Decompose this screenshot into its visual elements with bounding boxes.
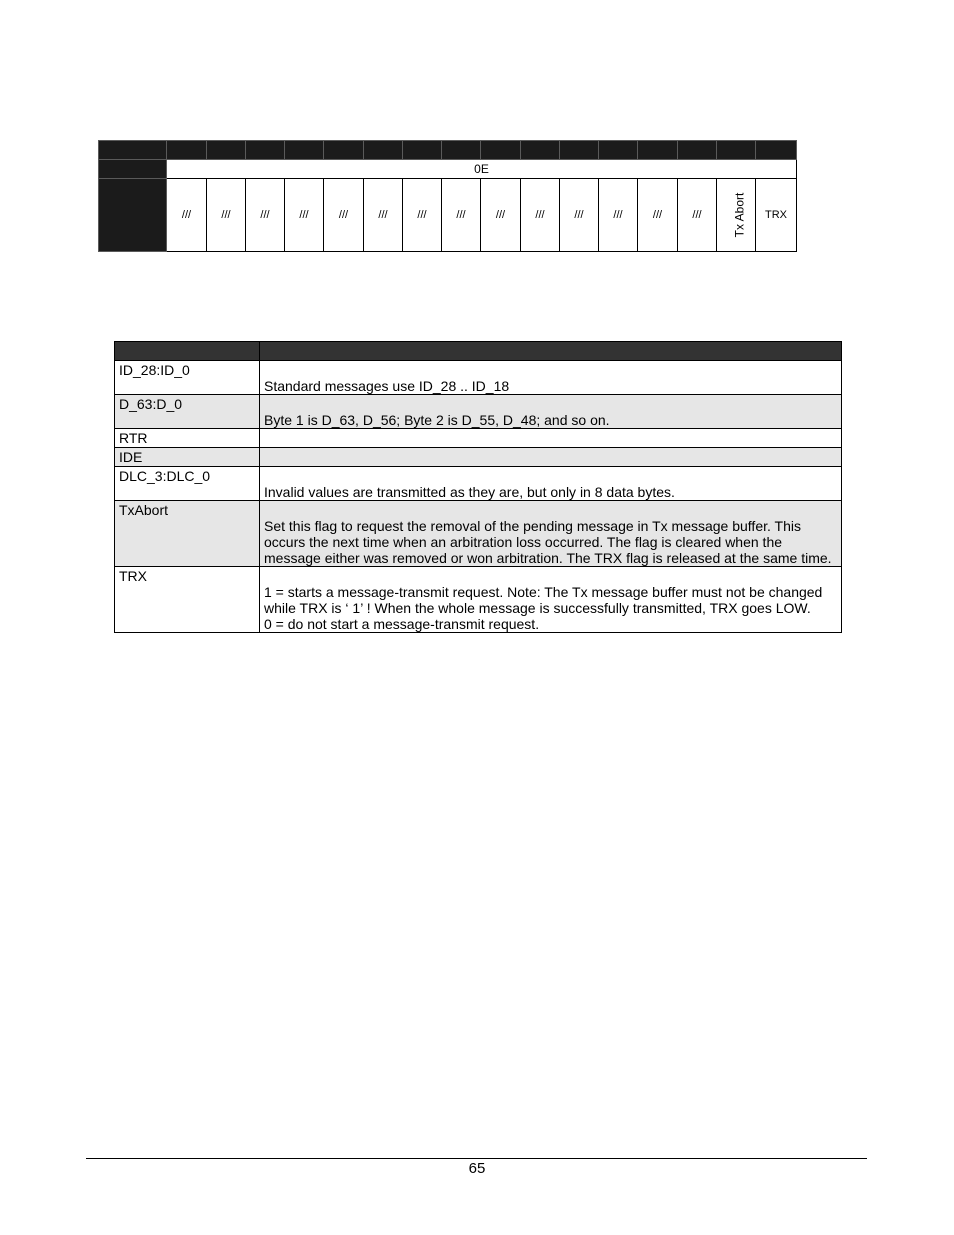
bit-header-row — [99, 141, 797, 160]
field-description — [260, 395, 842, 429]
bit-12: /// — [285, 179, 324, 252]
bit-0-trx: TRX — [756, 179, 797, 252]
field-row-data — [115, 395, 842, 429]
description-line: while TRX is ‘ 1’ ! When the whole message is successfully transmitted, TRX goes LOW. — [264, 600, 811, 616]
field-description — [260, 467, 842, 501]
header-label-cell — [99, 141, 167, 160]
bit-11: /// — [324, 179, 364, 252]
bit-15: /// — [167, 179, 207, 252]
field-name: RTR — [115, 429, 260, 448]
field-name: TRX — [115, 567, 260, 633]
bits-label-cell — [99, 179, 167, 252]
bit-6: /// — [521, 179, 560, 252]
bit-10: /// — [364, 179, 403, 252]
field-row-ide — [115, 448, 842, 467]
field-row-trx — [115, 567, 842, 633]
register-bit-table — [98, 140, 797, 252]
bit-7: /// — [481, 179, 521, 252]
description-line: 0 = do not start a message-transmit request. — [264, 616, 540, 632]
address-label-cell — [99, 160, 167, 179]
field-row-id — [115, 361, 842, 395]
field-description — [260, 501, 842, 567]
field-row-dlc — [115, 467, 842, 501]
bit-2: /// — [678, 179, 717, 252]
field-description — [260, 448, 842, 467]
description-line: occurs the next time when an arbitration loss occurred. The flag is cleared when the — [264, 534, 783, 550]
header-description-cell — [260, 342, 842, 361]
bit-4: /// — [599, 179, 638, 252]
field-name-text: D_63:D_0 — [119, 396, 183, 412]
description-line: Set this flag to request the removal of the pending message in Tx message buffer. This — [264, 518, 801, 534]
address-row — [99, 160, 797, 179]
field-name: TxAbort — [115, 501, 260, 567]
bit-5: /// — [560, 179, 599, 252]
bit-14: /// — [207, 179, 246, 252]
field-description — [260, 361, 842, 395]
description-line: Invalid values are transmitted as they are, but only in 8 data bytes. — [264, 484, 675, 500]
register-address: 0E — [167, 160, 797, 179]
bit-1-txabort — [717, 179, 756, 252]
bit-8: /// — [442, 179, 481, 252]
txabort-bit-label: Tx Abort — [732, 192, 747, 238]
field-name: DLC_3:DLC_0 — [115, 467, 260, 501]
description-line: 1 = starts a message-transmit request. Note: The Tx message buffer must not be changed — [264, 584, 823, 600]
bit-9: /// — [403, 179, 442, 252]
bit-3: /// — [638, 179, 678, 252]
field-name: ID_28:ID_0 — [115, 361, 260, 395]
description-line: Standard messages use ID_28 .. ID_18 — [264, 378, 510, 394]
field-description — [260, 429, 842, 448]
field-name — [115, 395, 260, 429]
description-line: message either was removed or won arbitration. The TRX flag is released at the same time. — [264, 550, 832, 566]
page-number: 65 — [468, 1160, 486, 1177]
bit-values-row — [99, 179, 797, 252]
field-name: IDE — [115, 448, 260, 467]
description-header-row — [115, 342, 842, 361]
field-row-rtr — [115, 429, 842, 448]
description-line: Byte 1 is D_63, D_56; Byte 2 is D_55, D_48; and so on. — [264, 412, 610, 428]
field-description — [260, 567, 842, 633]
field-row-txabort — [115, 501, 842, 567]
header-name-cell — [115, 342, 260, 361]
field-description-table — [114, 341, 842, 633]
bit-13: /// — [246, 179, 285, 252]
footer-rule — [86, 1158, 867, 1159]
